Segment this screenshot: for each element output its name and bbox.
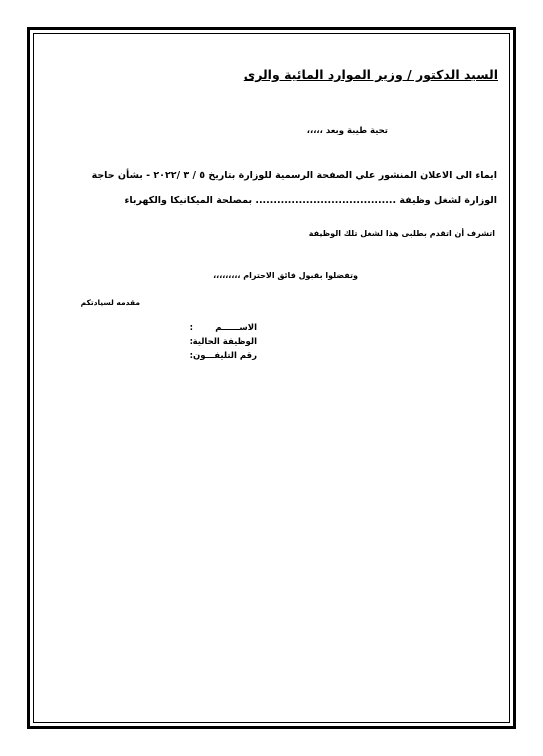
letter-greeting: تحية طيبة وبعد ،،،،، [306, 126, 388, 136]
field-current-job-label: الوظيفة الحالية [192, 337, 257, 347]
letter-body-line-1: ايماء الى الاعلان المنشور علي الصفحة الرسمية للوزارة بتاريخ ٥ / ٣ /٢٠٢٢ - بشأن حاجة [91, 170, 497, 181]
letter-request-line: اتشرف أن اتقدم بطلبى هذا لشغل تلك الوظيفة [308, 229, 495, 238]
letter-closing: وتفضلوا بقبول فائق الاحترام ،،،،،،،،، [213, 271, 358, 280]
letter-body-line-2: الوزارة لشغل وظيفة ....................................... بمصلحة الميكانيكا والكهرباء [124, 195, 497, 206]
field-phone [190, 351, 257, 361]
letter-recipient: السيد الدكتور / وزير الموارد المائية والرى [243, 67, 498, 82]
letter-submitted-by: مقدمه لسيادتكم [80, 298, 140, 307]
field-phone-colon: : [189, 351, 193, 361]
field-name-colon: : [189, 323, 193, 333]
field-phone-label: رقم التليفـــون [192, 351, 257, 361]
page-border-inner [33, 33, 510, 723]
field-name-label: الاســــــم [215, 323, 257, 333]
field-current-job-colon: : [189, 337, 193, 347]
field-name [190, 323, 257, 333]
field-current-job [190, 337, 257, 347]
